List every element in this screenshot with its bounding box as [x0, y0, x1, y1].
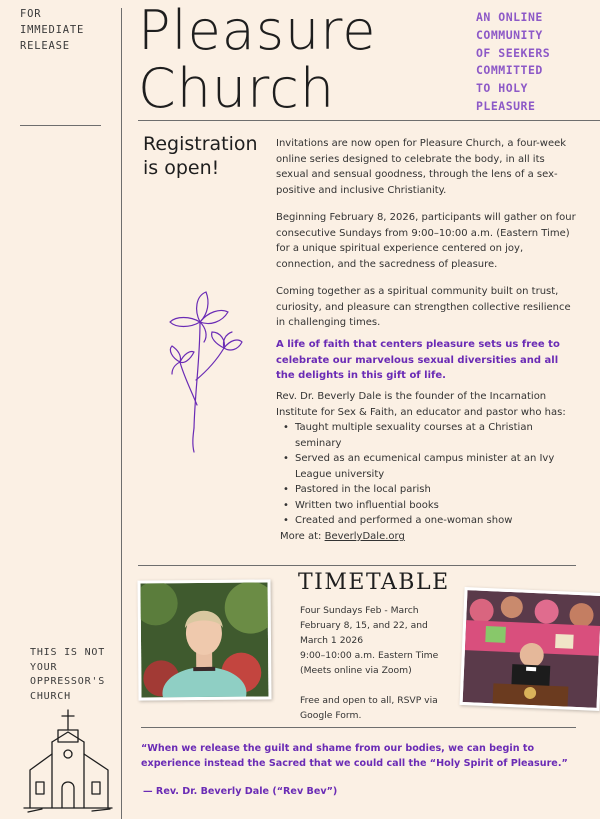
list-item: • Served as an ecumenical campus minister at an Ivy League university	[276, 451, 576, 482]
registration-line: is open!	[143, 157, 220, 179]
tagline-line: TO HOLY	[476, 81, 528, 96]
registration-line: Registration	[143, 133, 258, 155]
highlight-paragraph: A life of faith that centers pleasure sets us free to celebrate our marvelous sexual diversities and all the delights in this gift of life.	[276, 339, 560, 381]
portrait-image	[141, 582, 269, 697]
page-title	[138, 2, 376, 118]
tagline	[476, 9, 596, 116]
rally-image	[463, 590, 600, 708]
list-item: • Created and performed a one-woman show	[276, 513, 576, 529]
more-info	[280, 529, 580, 545]
tagline-line: COMMITTED	[476, 63, 543, 78]
bio-paragraph: Rev. Dr. Beverly Dale is the founder of the Incarnation Institute for Sex & Faith, an educator and pastor who has:	[276, 391, 566, 418]
list-item: • Pastored in the local parish	[276, 482, 576, 498]
timetable-line: (Meets online via Zoom)	[300, 665, 412, 676]
title-line: Church	[138, 57, 336, 120]
timetable-line: Four Sundays Feb - March	[300, 605, 419, 616]
schedule-paragraph: Beginning February 8, 2026, participants will gather on four consecutive Sundays from 9:00–10:00 a.m. (Eastern Time) for a unique spiritual experience centered on joy, connection, and the sacredness of pleasure.	[276, 212, 576, 270]
quote-attribution: — Rev. Dr. Beverly Dale (“Rev Bev”)	[143, 786, 338, 797]
registration-heading	[143, 132, 258, 180]
slogan-line: YOUR	[30, 661, 58, 673]
church-icon	[22, 708, 114, 814]
divider-header	[138, 120, 600, 121]
timetable-line: February 8, 15, and 22, and March 1 2026	[300, 620, 428, 646]
release-line: RELEASE	[20, 40, 70, 52]
bio-bullets	[276, 420, 576, 529]
press-release-label	[20, 6, 115, 54]
list-item: • Written two influential books	[276, 498, 576, 514]
divider-left-top	[20, 125, 101, 126]
timetable-heading: TIMETABLE	[298, 570, 450, 595]
slogan-line: THIS IS NOT	[30, 647, 106, 658]
slogan-line: CHURCH	[30, 690, 71, 702]
list-item: • Taught multiple sexuality courses at a Christian seminary	[276, 420, 576, 451]
tagline-line: OF SEEKERS	[476, 45, 551, 60]
title-line: Pleasure	[138, 0, 377, 62]
timetable-line: 9:00–10:00 a.m. Eastern Time	[300, 650, 439, 661]
divider-quote	[141, 727, 576, 728]
timetable-details	[300, 603, 458, 723]
sidebar-slogan	[30, 646, 120, 704]
community-paragraph: Coming together as a spiritual community built on trust, curiosity, and pleasure can strengthen collective resilience in challenging times.	[276, 286, 571, 328]
flower-illustration	[150, 270, 245, 460]
intro-paragraph: Invitations are now open for Pleasure Church, a four-week online series designed to celebrate the body, in all its sexual and sensual goodness, through the lens of a sex-positive and inclusive Christianity.	[276, 138, 567, 196]
tagline-line: COMMUNITY	[476, 27, 543, 42]
tagline-line: AN ONLINE	[476, 10, 543, 24]
portrait-photo	[137, 579, 271, 700]
divider-timetable	[138, 565, 576, 566]
website-link[interactable]: BeverlyDale.org	[324, 531, 405, 542]
release-line: IMMEDIATE	[20, 24, 85, 36]
rally-photo	[459, 587, 600, 711]
slogan-line: OPPRESSOR'S	[30, 676, 106, 687]
tagline-line: PLEASURE	[476, 98, 536, 113]
closing-quote: “When we release the guilt and shame from our bodies, we can begin to experience instead the Sacred that we could call the “Holy Spirit of Pleasure.”	[141, 743, 568, 769]
timetable-line: Free and open to all, RSVP via Google Form.	[300, 695, 438, 721]
vertical-divider	[121, 8, 122, 819]
release-line: FOR	[20, 8, 42, 20]
more-label: More at:	[280, 531, 322, 542]
